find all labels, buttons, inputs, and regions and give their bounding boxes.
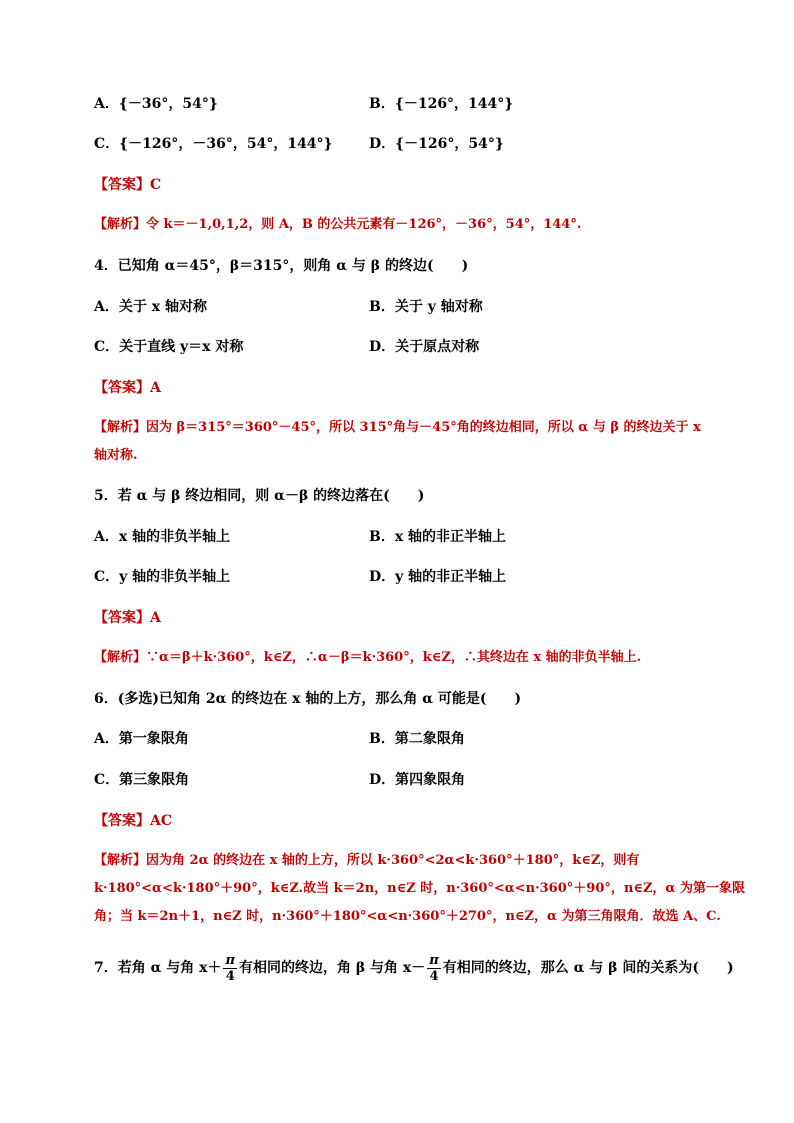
q4-option-a: A．关于 x 轴对称 (94, 299, 207, 315)
q5-answer: 【答案】A (94, 610, 161, 626)
q4-analysis-line2: 轴对称. (94, 448, 138, 463)
q6-option-d: D．第四象限角 (369, 772, 466, 788)
q5-option-d: D．y 轴的非正半轴上 (369, 569, 507, 585)
q4-answer: 【答案】A (94, 380, 161, 396)
q5-option-c: C．y 轴的非负半轴上 (94, 569, 231, 585)
q7-fraction-1 (223, 953, 237, 984)
fraction-numerator: π (429, 952, 439, 968)
q7-stem (94, 950, 734, 986)
fraction-numerator: π (225, 952, 235, 968)
q5-stem: 5．若 α 与 β 终边相同，则 α－β 的终边落在( ) (94, 488, 425, 504)
q6-option-c: C．第三象限角 (94, 772, 190, 788)
q3-option-b: B．{－126°，144°} (369, 96, 514, 112)
q6-option-a: A．第一象限角 (94, 731, 189, 747)
q5-analysis: 【解析】∵α＝β＋k·360°，k∈Z，∴α－β＝k·360°，k∈Z，∴其终边在 x 轴的非负半轴上. (94, 650, 642, 665)
fraction-denominator: 4 (225, 968, 235, 984)
q6-answer: 【答案】AC (94, 813, 173, 829)
q7-stem-part1: 7．若角 α 与角 x＋ (94, 960, 222, 976)
fraction-denominator: 4 (429, 968, 439, 984)
q3-option-a: A．{－36°，54°} (94, 96, 218, 112)
q3-option-c: C．{－126°，－36°，54°，144°} (94, 136, 333, 152)
q5-option-b: B．x 轴的非正半轴上 (369, 529, 507, 545)
q6-analysis-line2: k·180°<α<k·180°＋90°，k∈Z.故当 k＝2n，n∈Z 时，n·360°<α<n·360°＋90°，n∈Z，α 为第一象限 (94, 881, 745, 896)
q5-option-a: A．x 轴的非负半轴上 (94, 529, 231, 545)
q6-analysis-line3: 角；当 k＝2n＋1，n∈Z 时，n·360°＋180°<α<n·360°＋270°，n∈Z，α 为第三角限角．故选 A、C. (94, 909, 721, 924)
q3-option-d: D．{－126°，54°} (369, 136, 504, 152)
q4-option-c: C．关于直线 y＝x 对称 (94, 339, 244, 355)
q4-option-b: B．关于 y 轴对称 (369, 299, 483, 315)
q4-option-d: D．关于原点对称 (369, 339, 480, 355)
q4-analysis-line1: 【解析】因为 β＝315°＝360°－45°，所以 315°角与－45°角的终边相同，所以 α 与 β 的终边关于 x (94, 420, 701, 435)
q6-option-b: B．第二象限角 (369, 731, 465, 747)
q6-analysis-line1: 【解析】因为角 2α 的终边在 x 轴的上方，所以 k·360°<2α<k·360°＋180°，k∈Z，则有 (94, 853, 640, 868)
q6-stem: 6．(多选)已知角 2α 的终边在 x 轴的上方，那么角 α 可能是( ) (94, 691, 522, 707)
q3-answer: 【答案】C (94, 177, 162, 193)
q7-fraction-2 (427, 953, 441, 984)
q7-stem-part2: 有相同的终边，角 β 与角 x－ (239, 960, 426, 976)
q3-analysis: 【解析】令 k＝－1,0,1,2，则 A，B 的公共元素有－126°，－36°，54°，144°. (94, 217, 582, 232)
q7-stem-part3: 有相同的终边，那么 α 与 β 间的关系为( ) (442, 960, 734, 976)
q4-stem: 4．已知角 α＝45°，β＝315°，则角 α 与 β 的终边( ) (94, 258, 469, 274)
